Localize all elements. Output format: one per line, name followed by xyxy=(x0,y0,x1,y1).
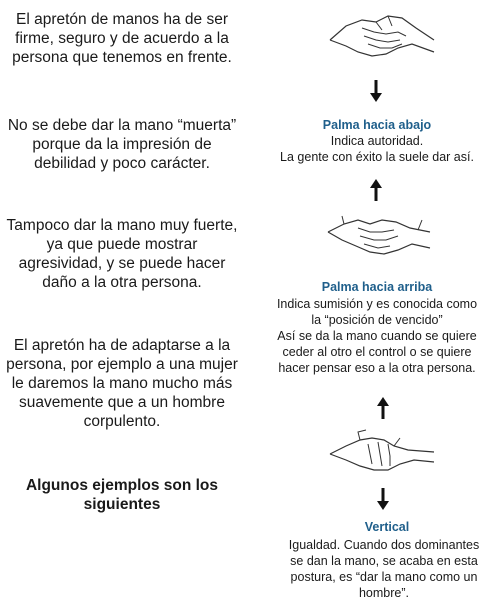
description-line: hacer pensar eso a la otra persona. xyxy=(278,361,476,375)
example-vertical-description xyxy=(264,537,504,601)
handshake-vertical-illustration xyxy=(328,424,438,484)
description-line: Así se da la mano cuando se quiere xyxy=(277,329,477,343)
handshake-palm-up-illustration xyxy=(324,202,434,266)
example-palm-down-description xyxy=(250,133,504,165)
paragraph-dead-hand: No se debe dar la mano “muerta” porque da la impresión de debilidad y poco carácter. xyxy=(7,117,237,172)
example-palm-up-title: Palma hacia arriba xyxy=(321,280,433,294)
description-line: La gente con éxito la suele dar así. xyxy=(280,150,474,164)
paragraph-too-strong: Tampoco dar la mano muy fuerte, ya que puede mostrar agresividad, y se puede hacer daño a la otra persona. xyxy=(6,217,238,291)
arrow-up-icon xyxy=(369,178,383,202)
arrow-down-icon xyxy=(369,80,383,104)
arrow-down-icon xyxy=(376,488,390,512)
example-vertical-title: Vertical xyxy=(364,520,410,534)
arrow-up-icon xyxy=(376,396,390,420)
handshake-palm-down-illustration xyxy=(328,6,438,66)
description-line: ceder al otro el control o se quiere xyxy=(282,345,472,359)
example-palm-up-description xyxy=(250,296,504,376)
description-line: Indica autoridad. xyxy=(330,134,424,148)
description-line: Indica sumisión y es conocida como xyxy=(276,297,478,311)
paragraph-examples-intro: Algunos ejemplos son los siguientes xyxy=(25,477,219,513)
description-line: postura, es “dar la mano como un xyxy=(290,570,478,584)
paragraph-firmness: El apretón de manos ha de ser firme, seguro y de acuerdo a la persona que tenemos en frente. xyxy=(12,11,232,66)
description-line: hombre”. xyxy=(358,586,410,600)
description-line: la “posición de vencido” xyxy=(311,313,443,327)
paragraph-adapt: El apretón ha de adaptarse a la persona, por ejemplo a una mujer le daremos la mano mucho más suavemente que a un hombre corpulento. xyxy=(6,337,238,430)
example-palm-down-title: Palma hacia abajo xyxy=(322,118,432,132)
description-line: Igualdad. Cuando dos dominantes xyxy=(288,538,480,552)
description-line: se dan la mano, se acaba en esta xyxy=(290,554,478,568)
